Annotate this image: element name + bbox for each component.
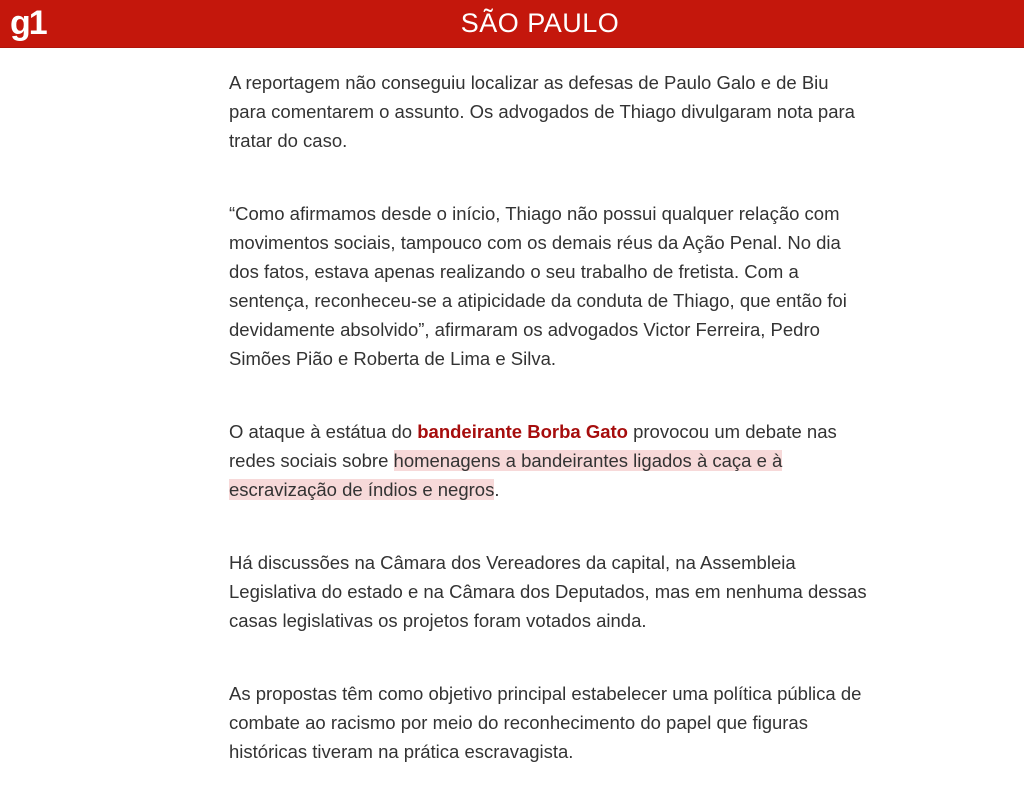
- paragraph-4: Há discussões na Câmara dos Vereadores da capital, na Assembleia Legislativa do estado e na Câmara dos Deputados, mas em nenhuma dessas casas legislativas os projetos foram votados ainda.: [229, 552, 867, 631]
- section-title[interactable]: SÃO PAULO: [460, 8, 620, 38]
- paragraph-5: As propostas têm como objetivo principal estabelecer uma política pública de combate ao racismo por meio do reconhecimento do papel que figuras históricas tiveram na prática escravagista.: [229, 683, 862, 762]
- paragraph-1: A reportagem não conseguiu localizar as defesas de Paulo Galo e de Biu para comentarem o assunto. Os advogados de Thiago divulgaram nota para tratar do caso.: [229, 72, 855, 151]
- borba-gato-link[interactable]: bandeirante Borba Gato: [417, 421, 628, 442]
- highlighted-text: homenagens a bandeirantes ligados à caça e à escravização de índios e negros: [229, 450, 783, 500]
- paragraph-3-text-start: O ataque à estátua do: [229, 421, 418, 442]
- top-bar: [0, 0, 1024, 48]
- g1-logo[interactable]: g1: [10, 4, 46, 42]
- paragraph-3-text-middle: provocou um debate nas redes sociais sobre: [229, 421, 837, 471]
- paragraph-3-text-end: .: [494, 479, 500, 500]
- paragraph-3: [229, 417, 869, 504]
- paragraph-2: “Como afirmamos desde o início, Thiago não possui qualquer relação com movimentos sociais, tampouco com os demais réus da Ação Penal. No dia dos fatos, estava apenas realizando o seu trabalho de fretista. Com a sentença, reconheceu-se a atipicidade da conduta de Thiago, que então foi devidamente absolvido”, afirmaram os advogados Victor Ferreira, Pedro Simões Pião e Roberta de Lima e Silva.: [229, 203, 847, 369]
- article-body: [229, 68, 869, 810]
